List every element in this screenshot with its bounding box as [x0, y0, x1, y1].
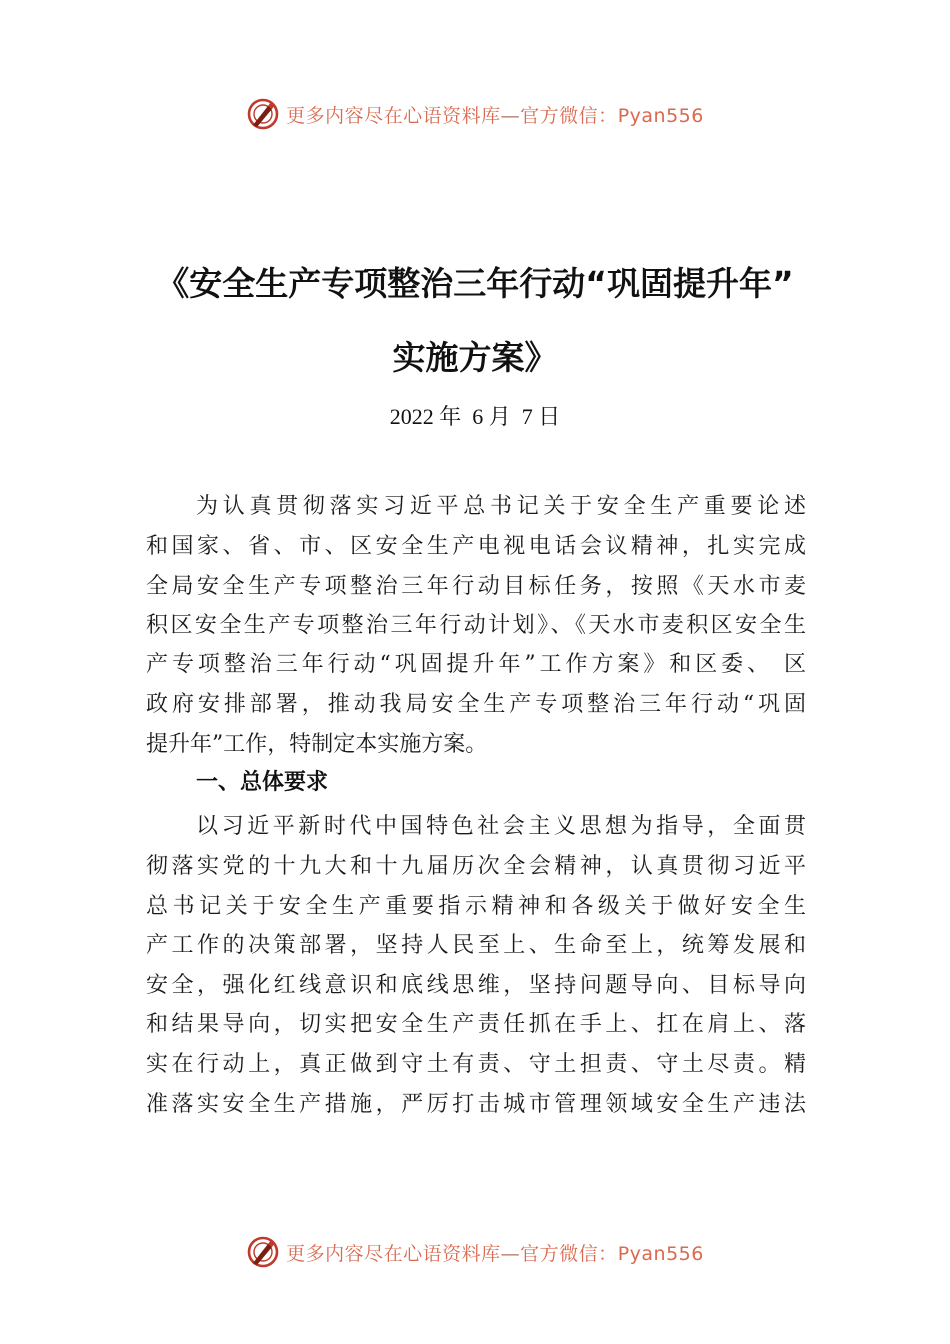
- paragraph-line: 以习近平新时代中国特色社会主义思想为指导，全面贯: [196, 814, 806, 839]
- paragraph-line: 积区安全生产专项整治三年行动计划》、《天水市麦积区安全生: [146, 613, 806, 638]
- paragraph-line: 为认真贯彻落实习近平总书记关于安全生产重要论述: [196, 494, 806, 519]
- paragraph-line: 提升年”工作，特制定本实施方案。: [146, 732, 488, 757]
- paragraph-line: 总书记关于安全生产重要指示精神和各级关于做好安全生: [146, 894, 806, 919]
- paragraph-line: 彻落实党的十九大和十九届历次全会精神，认真贯彻习近平: [146, 854, 806, 879]
- document-date: 2022 年 6 月 7 日: [389, 404, 561, 429]
- paragraph-line: 和国家、省、市、区安全生产电视电话会议精神，扎实完成: [146, 534, 806, 559]
- paragraph-line: 安全，强化红线意识和底线思维，坚持问题导向、目标导向: [146, 973, 806, 998]
- paragraph-line: 产工作的决策部署，坚持人民至上、生命至上，统筹发展和: [146, 933, 806, 958]
- watermark-text: 更多内容尽在心语资料库—官方微信：Pyan556: [286, 1242, 704, 1265]
- paragraph-line: 和结果导向，切实把安全生产责任抓在手上、扛在肩上、落: [146, 1012, 806, 1037]
- watermark-text: 更多内容尽在心语资料库—官方微信：Pyan556: [286, 104, 704, 127]
- document-title-line-2: 实施方案》: [392, 338, 558, 377]
- paragraph-line: 政府安排部署，推动我局安全生产专项整治三年行动“巩固: [146, 692, 806, 717]
- pen-circle-logo-icon: [246, 97, 280, 131]
- paragraph-line: 全局安全生产专项整治三年行动目标任务，按照《天水市麦: [146, 574, 806, 599]
- section-heading: 一、总体要求: [196, 770, 329, 795]
- watermark-handle: Pyan556: [617, 104, 704, 127]
- header-watermark: [0, 94, 950, 134]
- document-title-line-1: 《安全生产专项整治三年行动“巩固提升年”: [156, 264, 794, 303]
- paragraph-line: 实在行动上，真正做到守土有责、守土担责、守土尽责。精: [146, 1052, 806, 1077]
- watermark-handle: Pyan556: [617, 1242, 704, 1265]
- paragraph-line: 准落实安全生产措施，严厉打击城市管理领域安全生产违法: [146, 1092, 806, 1117]
- pen-circle-logo-icon: [246, 1235, 280, 1269]
- paragraph-line: 产专项整治三年行动“巩固提升年”工作方案》和区委、 区: [146, 652, 806, 677]
- footer-watermark: [0, 1232, 950, 1272]
